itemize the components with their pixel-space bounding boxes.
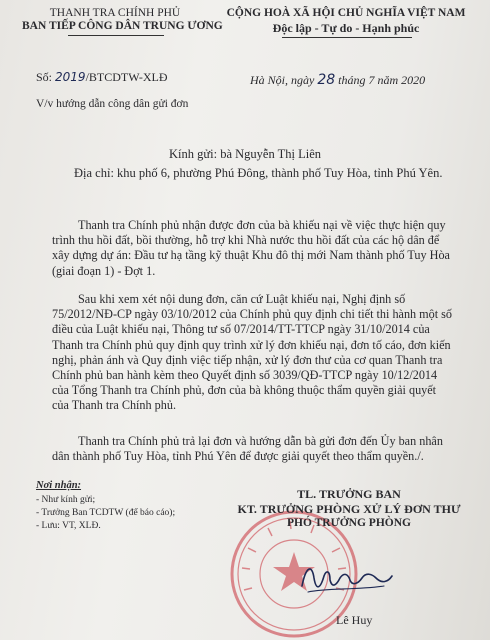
body-paragraph-2: Sau khi xem xét nội dung đơn, căn cứ Luật khiếu nại, Nghị định số 75/2012/NĐ-CP ngày 03/10/2012 của Chính phủ quy định chi tiết thi hành một số điều của Luật khiếu nại, Thông tư số 07/2014/TT-TTCP ngày 31/10/2014 của Thanh tra Chính phủ quy định quy trình xử lý đơn khiếu nại, đơn tố cáo, đơn kiến nghị, phản ánh và Quy định việc tiếp nhận, xử lý đơn thư của cơ quan Thanh tra Chính phủ ban hành kèm theo Quyết định số 3039/QĐ-TTCP ngày 10/12/2014 của Tổng Thanh tra Chính phủ, đơn của bà không thuộc thẩm quyền giải quyết của Thanh tra Chính phủ. <box>52 292 453 413</box>
recipient-item: - Như kính gửi; <box>36 495 96 505</box>
signature-title-1: TL. TRƯỞNG BAN <box>297 487 401 501</box>
signature-title-2: KT. TRƯỞNG PHÒNG XỬ LÝ ĐƠN THƯ <box>237 502 461 516</box>
signer-name: Lê Huy <box>336 613 373 627</box>
nation-line-1: CỘNG HOÀ XÃ HỘI CHỦ NGHĨA VIỆT NAM <box>226 7 466 19</box>
document-date <box>250 72 425 88</box>
docno-handwritten: 2019 <box>55 70 86 84</box>
document-subject: V/v hướng dẫn công dân gửi đơn <box>36 98 189 110</box>
date-day-handwritten: 28 <box>317 72 336 88</box>
docno-prefix: Số: <box>36 70 56 84</box>
addressee-greeting: Kính gửi: bà Nguyễn Thị Liên <box>168 147 321 161</box>
document-number <box>36 70 168 85</box>
body-paragraph-3: Thanh tra Chính phủ trả lại đơn và hướng dẫn bà gửi đơn đến Ủy ban nhân dân thành phố Tuy Hòa, tỉnh Phú Yên để được giải quyết theo thẩm quyền./. <box>52 434 443 464</box>
org-line-1: THANH TRA CHÍNH PHỦ <box>49 7 181 19</box>
signature-title-3: PHÓ TRƯỞNG PHÒNG <box>287 517 411 529</box>
date-suffix: tháng 7 năm 2020 <box>335 73 426 87</box>
recipient-item: - Trưởng Ban TCDTW (để báo cáo); <box>36 508 176 518</box>
addressee-address: Địa chỉ: khu phố 6, phường Phú Đông, thành phố Tuy Hòa, tỉnh Phú Yên. <box>74 166 443 180</box>
docno-suffix: /BTCDTW-XLĐ <box>85 70 168 84</box>
date-prefix: Hà Nội, ngày <box>250 73 318 87</box>
org-underline <box>68 35 164 36</box>
body-paragraph-1: Thanh tra Chính phủ nhận được đơn của bà khiếu nại về việc thực hiện quy trình thu hồi đất, bồi thường, hỗ trợ khi Nhà nước thu hồi đất của các hộ dân để xây dựng dự án: Đầu tư hạ tầng kỹ thuật Khu đô thị mới Nam thành phố Tuy Hòa (giai đoạn 1) - Đợt 1. <box>52 218 450 278</box>
recipient-item: - Lưu: VT, XLĐ. <box>36 521 101 531</box>
motto-underline <box>282 37 412 38</box>
recipients-title: Nơi nhận: <box>36 480 82 491</box>
org-line-2: BAN TIẾP CÔNG DÂN TRUNG ƯƠNG <box>22 20 223 32</box>
handwritten-signature <box>296 556 396 600</box>
nation-motto: Độc lập - Tự do - Hạnh phúc <box>272 21 420 35</box>
